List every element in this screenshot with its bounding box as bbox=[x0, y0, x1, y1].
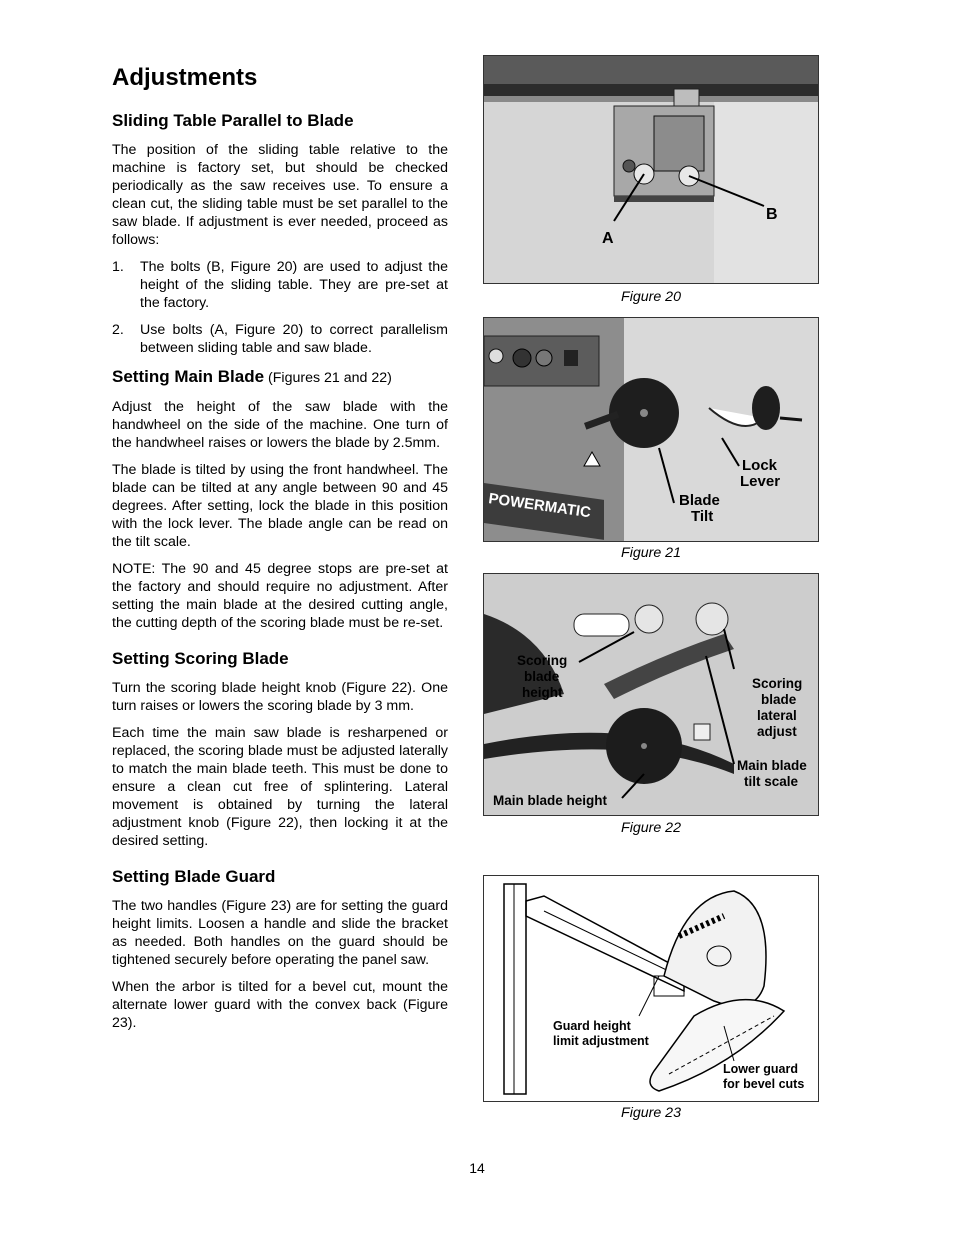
section-heading: Setting Blade Guard bbox=[112, 867, 276, 886]
section-heading: Setting Scoring Blade bbox=[112, 649, 289, 668]
figure-21-photo bbox=[483, 317, 819, 542]
page-title: Adjustments bbox=[112, 64, 258, 91]
paragraph: Turn the scoring blade height knob (Figure 22). One turn raises or lowers the scoring blade by 3 mm. bbox=[112, 680, 448, 714]
section-heading bbox=[112, 366, 448, 389]
label-scoring-lateral: blade bbox=[761, 692, 797, 707]
label-main-height: Main blade height bbox=[493, 793, 608, 808]
paragraph: NOTE: The 90 and 45 degree stops are pre-set at the factory and should require no adjustment. After setting the main blade at the desired cutting angle, the cutting depth of the scoring blade must be re-set. bbox=[112, 561, 448, 631]
paragraph: The position of the sliding table relative to the machine is factory set, but should be checked periodically as the saw receives use. To ensure a clean cut, the sliding table must be set parallel to the saw blade. If adjustment is ever needed, proceed as follows: bbox=[112, 142, 448, 248]
page-number: 14 bbox=[469, 1160, 485, 1176]
list-number: 1. bbox=[112, 259, 124, 275]
section-blade-guard bbox=[112, 866, 448, 1032]
figure-caption: Figure 21 bbox=[621, 545, 681, 561]
list-text: The bolts (B, Figure 20) are used to adjust the height of the sliding table. They are pre-set at the factory. bbox=[140, 259, 448, 311]
label-scoring-lateral: adjust bbox=[757, 724, 797, 739]
list-item bbox=[112, 321, 448, 357]
label-scoring-height: Scoring bbox=[517, 653, 568, 668]
figure-23-drawing bbox=[483, 875, 819, 1102]
label-scoring-height: height bbox=[522, 685, 563, 700]
label-scoring-lateral: Scoring bbox=[752, 676, 803, 691]
label-guard-height: limit adjustment bbox=[553, 1034, 649, 1048]
brand-label: POWERMATIC bbox=[487, 490, 592, 522]
list-number: 2. bbox=[112, 322, 124, 338]
figure-caption: Figure 23 bbox=[621, 1105, 681, 1121]
paragraph: Each time the main saw blade is resharpened or replaced, the scoring blade must be adjusted laterally to match the main blade teeth. This must be done to ensure a clean cut free of splintering. Lateral movement is obtained by turning the lateral adjustment knob (Figure 22), then locking it at the desired setting. bbox=[112, 725, 448, 849]
figure-20-photo bbox=[483, 55, 819, 284]
section-scoring-blade bbox=[112, 648, 448, 850]
section-sliding-table bbox=[112, 110, 448, 357]
list-text: Use bolts (A, Figure 20) to correct parallelism between sliding table and saw blade. bbox=[140, 322, 448, 356]
section-main-blade bbox=[112, 366, 448, 632]
label-guard-height: Guard height bbox=[553, 1019, 631, 1033]
paragraph: The blade is tilted by using the front handwheel. The blade can be tilted at any angle between 90 and 45 degrees. After setting, lock the blade in this position with the lock lever. The blade angle can be read on the tilt scale. bbox=[112, 462, 448, 550]
paragraph: When the arbor is tilted for a bevel cut, mount the alternate lower guard with the convex back (Figure 23). bbox=[112, 979, 448, 1031]
numbered-list bbox=[112, 258, 448, 357]
figure-22-photo bbox=[483, 573, 819, 816]
label-lock-lever: Lever bbox=[740, 473, 781, 490]
label-lower-guard: Lower guard bbox=[723, 1062, 799, 1076]
section-heading: Sliding Table Parallel to Blade bbox=[112, 111, 354, 130]
paragraph: The two handles (Figure 23) are for setting the guard height limits. Loosen a handle and slide the bracket as needed. Both handles on the guard should be tightened securely before operating the panel saw. bbox=[112, 898, 448, 968]
label-tilt-scale: Main blade bbox=[737, 758, 807, 773]
label-blade-tilt: Tilt bbox=[691, 508, 714, 525]
figure-caption: Figure 20 bbox=[621, 289, 681, 305]
label-lock-lever: Lock bbox=[742, 457, 778, 474]
label-blade-tilt: Blade bbox=[679, 492, 720, 509]
heading-text: Setting Main Blade bbox=[112, 367, 265, 386]
label-lower-guard: for bevel cuts bbox=[723, 1077, 805, 1091]
label-tilt-scale: tilt scale bbox=[744, 774, 799, 789]
label-scoring-height: blade bbox=[524, 669, 560, 684]
label-scoring-lateral: lateral bbox=[757, 708, 797, 723]
heading-sub: (Figures 21 and 22) bbox=[264, 370, 392, 386]
paragraph: Adjust the height of the saw blade with the handwheel on the side of the machine. One turn of the handwheel raises or lowers the blade by 2.5mm. bbox=[112, 399, 448, 451]
left-column bbox=[112, 62, 448, 1041]
label-b: B bbox=[766, 206, 778, 223]
figure-caption: Figure 22 bbox=[621, 820, 681, 836]
label-a: A bbox=[602, 230, 614, 247]
list-item bbox=[112, 258, 448, 312]
